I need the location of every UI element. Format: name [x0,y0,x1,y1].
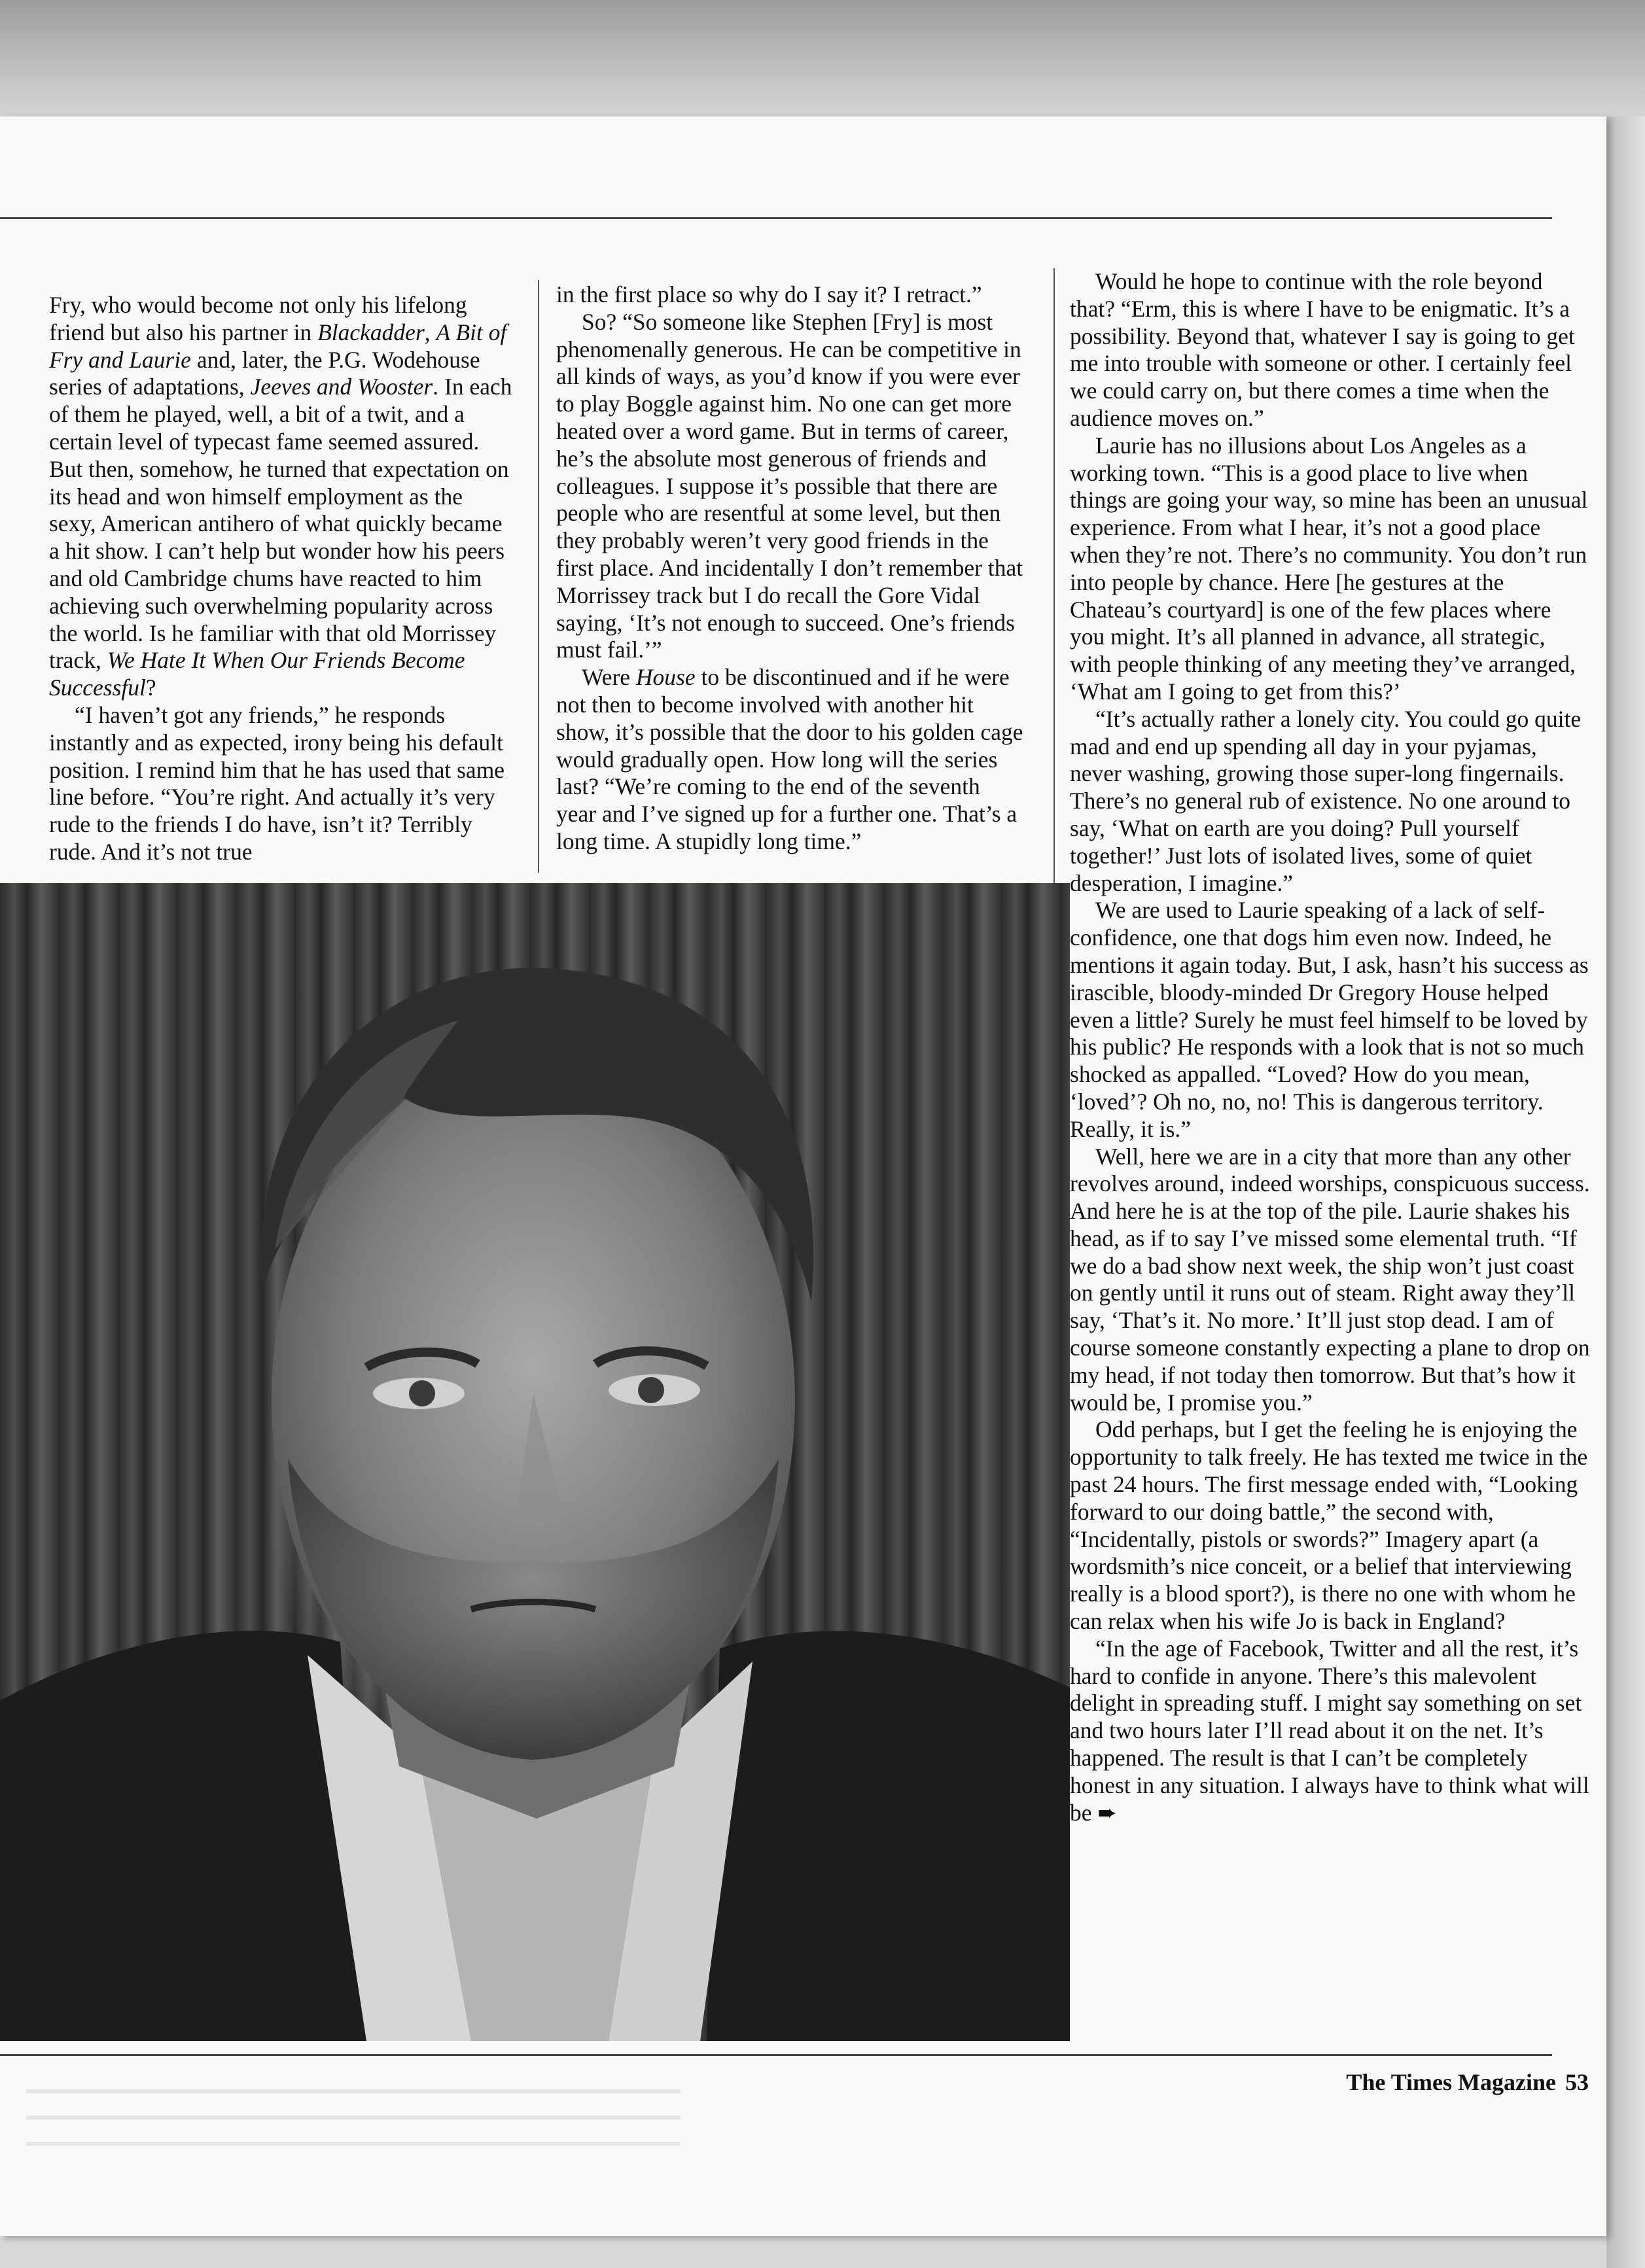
publication-name: The Times Magazine [1346,2069,1556,2095]
paragraph [49,292,515,702]
paragraph [556,664,1024,856]
paragraph: Odd perhaps, but I get the feeling he is enjoying the opportunity to talk freely. He has texted me twice in the past 24 hours. The first message ended with, “Looking forward to our doing battle,” the second with, “Incidentally, pistols or swords?” Imagery apart (a wordsmith’s nice conceit, or a belief that interviewing really is a blood sport?), is there no one with whom he can relax when his wife Jo is back in England? [1070,1416,1588,1635]
page-number: 53 [1565,2069,1589,2095]
article-column-2 [556,281,1024,856]
paragraph: So? “So someone like Stephen [Fry] is most phenomenally generous. He can be competitive in all kinds of ways, as you’d know if you were ever to play Boggle against him. No one can get more heated over a word game. But in terms of career, he’s the absolute most generous of friends and colleagues. I suppose it’s possible that there are people who are resentful at some level, but then they probably weren’t very good friends in the first place. And incidentally I don’t remember that Morrissey track but I do recall the Gore Vidal saying, ‘It’s not enough to succeed. One’s friends must fail.’” [556,308,1023,663]
portrait-illustration [0,883,1070,2041]
italic-title: A Bit of Fry and Laurie [49,319,507,373]
paragraph: Well, here we are in a city that more than any other revolves around, indeed worships, conspicuous success. And here he is at the top of the pile. Laurie shakes his head, as if to say I’ve missed some elemental truth. “If we do a bad show next week, the ship won’t just coast on gently until it runs out of steam. Right away they’ll say, ‘That’s it. No more.’ It’ll just stop dead. I am of course someone constantly expecting a plane to drop on my head, if not today then tomorrow. But that’s how it would be, I promise you.” [1070,1143,1590,1416]
paragraph: in the first place so why do I say it? I retract.” [556,281,982,307]
text-run: and, later, the P.G. Wodehouse series of adaptations, [49,346,480,400]
text-run: Fry, who would become not only his lifelong friend but also his partner in [49,292,467,345]
italic-title: Blackadder [317,319,425,345]
italic-title: We Hate It When Our Friends Become Successful [49,647,465,701]
scan-background [0,0,1645,124]
paragraph: We are used to Laurie speaking of a lack of self-confidence, one that dogs him even now. Indeed, he mentions it again today. But, I ask, hasn’t his success as irascible, bloody-minded Dr Gregory House helped even a little? Surely he must feel himself to be loved by his public? He responds with a look that is not so much shocked as appalled. “Loved? How do you mean, ‘loved’? Oh no, no, no! This is dangerous territory. Really, it is.” [1070,897,1589,1142]
text-run: to be discontinued and if he were not then to become involved with another hit show, it’s possible that the door to his golden cage would gradually open. How long will the series last? “We’re coming to the end of the seventh year and I’ve signed up for a further one. That’s a long time. A stupidly long time.” [556,664,1023,854]
text-run: , [424,319,436,345]
article-column-3 [1070,268,1590,1826]
page-footer [1346,2068,1589,2096]
page-edge [1606,116,1645,2268]
text-run: ? [145,674,156,701]
show-through-text [26,2074,681,2146]
bottom-rule [0,2054,1552,2056]
column-divider [538,280,539,873]
paragraph: Laurie has no illusions about Los Angeles as a working town. “This is a good place to live when things are going your way, so mine has been an unusual experience. From what I hear, it’s not a good place when they’re not. There’s no community. You don’t run into people by chance. Here [he gestures at the Chateau’s courtyard] is one of the few places where you might. It’s all planned in advance, all strategic, with people thinking of any meeting they’ve arranged, ‘What am I going to get from this?’ [1070,432,1588,705]
text-run: . In each of them he played, well, a bit of a twit, and a certain level of typecast fame seemed assured. But then, somehow, he turned that expectation on its head and won himself employment as the sexy, American antihero of what quickly became a hit show. I can’t help but wonder how his peers and old Cambridge chums have reacted to him achieving such overwhelming popularity across the world. Is he familiar with that old Morrissey track, [49,374,512,674]
text-run: Were [582,664,636,691]
paragraph: “It’s actually rather a lonely city. You could go quite mad and end up spending all day in your pyjamas, never washing, growing those super-long fingernails. There’s no general rub of existence. No one around to say, ‘What on earth are you doing? Pull yourself together!’ Just lots of isolated lives, some of quiet desperation, I imagine.” [1070,705,1582,896]
paragraph: “I haven’t got any friends,” he responds instantly and as expected, irony being his default position. I remind him that he has used that same line before. “You’re right. And actually it’s very rude to the friends I do have, isn’t it? Terribly rude. And it’s not true [49,701,505,865]
italic-title: Jeeves and Wooster [250,374,433,400]
top-rule [0,217,1552,219]
italic-title: House [635,664,696,691]
portrait-photo [0,883,1070,2041]
paragraph: Would he hope to continue with the role beyond that? “Erm, this is where I have to be enigmatic. It’s a possibility. Beyond that, whatever I say is going to get me into trouble with someone or other. I certainly feel we could carry on, but there comes a time when the audience moves on.” [1070,268,1575,431]
paragraph: “In the age of Facebook, Twitter and all the rest, it’s hard to confide in anyone. There’s this malevolent delight in spreading stuff. I might say something on set and two hours later I’ll read about it on the net. It’s happened. The result is that I can’t be completely honest in any situation. I always have to think what will be ➨ [1070,1635,1589,1826]
article-column-1 [49,292,515,866]
